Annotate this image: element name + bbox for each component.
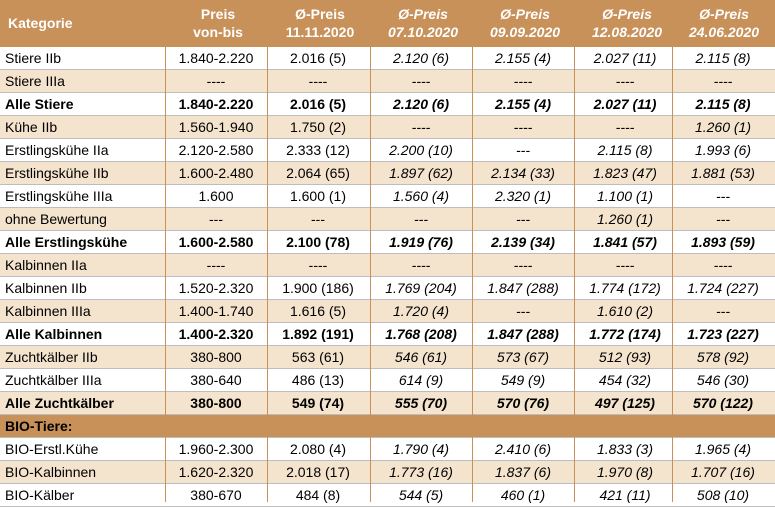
- avg-price-2020-10-07-cell: 1.773 (16): [389, 464, 453, 480]
- avg-price-2020-08-12-cell: 1.774 (172): [589, 280, 661, 296]
- avg-price-2020-08-12-cell: 421 (11): [599, 487, 651, 503]
- category-cell: BIO-Tiere:: [5, 418, 73, 434]
- avg-price-2020-09-09-cell: ---: [516, 303, 530, 319]
- price-range-cell: 380-800: [190, 349, 242, 365]
- avg-price-2020-06-24-cell: 1.893 (59): [691, 234, 755, 250]
- avg-price-2020-08-12-cell: ----: [615, 257, 635, 273]
- avg-price-2020-10-07-cell: 1.769 (204): [385, 280, 457, 296]
- category-cell: Kalbinnen IIa: [5, 257, 87, 273]
- avg-price-2020-10-07-cell: 614 (9): [398, 372, 444, 388]
- avg-price-2020-11-11-cell: 2.100 (78): [286, 234, 350, 250]
- column-divider: [370, 47, 371, 502]
- avg-price-2020-06-24-cell: 508 (10): [696, 487, 750, 503]
- avg-price-2020-06-24-cell: 1.723 (227): [687, 326, 759, 342]
- avg-price-2020-09-09-cell: [472, 415, 574, 437]
- category-cell: BIO-Erstl.Kühe: [5, 441, 99, 457]
- summary-row: [0, 392, 775, 415]
- header-kategorie: Kategorie: [8, 15, 73, 31]
- header-line: [375, 23, 471, 41]
- avg-price-2020-06-24-cell: 1.707 (16): [691, 464, 755, 480]
- avg-price-2020-06-24-cell: 546 (30): [696, 372, 750, 388]
- avg-price-2020-11-11-cell: 2.064 (65): [286, 165, 350, 181]
- header-line: Preis: [200, 6, 236, 22]
- category-cell: Stiere IIb: [5, 50, 62, 66]
- avg-price-2020-09-09-cell: 573 (67): [496, 349, 550, 365]
- header-avg-price-2020-10-07: [375, 5, 471, 41]
- category-cell: Kühe IIb: [5, 119, 58, 135]
- avg-price-2020-09-09-cell: 549 (9): [500, 372, 546, 388]
- table-row: [0, 208, 775, 231]
- avg-price-2020-08-12-cell: 497 (125): [595, 395, 655, 411]
- avg-price-2020-06-24-cell: ----: [713, 73, 733, 89]
- price-range-cell: 1.600: [198, 188, 234, 204]
- avg-price-2020-09-09-cell: 1.847 (288): [487, 280, 559, 296]
- price-range-cell: 1.600-2.480: [178, 165, 254, 181]
- price-range-cell: 1.560-1.940: [178, 119, 254, 135]
- avg-price-2020-08-12-cell: 1.100 (1): [596, 188, 654, 204]
- avg-price-2020-08-12-cell: 1.833 (3): [596, 441, 654, 457]
- table-row: [0, 346, 775, 369]
- column-divider: [472, 47, 473, 502]
- price-range-cell: 1.840-2.220: [178, 50, 254, 66]
- avg-price-2020-06-24-cell: 1.965 (4): [694, 441, 752, 457]
- avg-price-2020-08-12-cell: 2.027 (11): [593, 50, 657, 66]
- table-row: [0, 438, 775, 461]
- avg-price-2020-11-11-cell: 549 (74): [291, 395, 345, 411]
- category-cell: Alle Kalbinnen: [5, 326, 103, 342]
- avg-price-2020-10-07-cell: 1.897 (62): [389, 165, 453, 181]
- avg-price-2020-06-24-cell: 1.881 (53): [691, 165, 755, 181]
- avg-price-2020-08-12-cell: ----: [615, 73, 635, 89]
- table-row: [0, 162, 775, 185]
- table-row: [0, 47, 775, 70]
- table-row: [0, 300, 775, 323]
- category-cell: Stiere IIIa: [5, 73, 65, 89]
- price-range-cell: 1.840-2.220: [178, 96, 254, 112]
- price-range-cell: ---: [209, 211, 223, 227]
- category-cell: Alle Zuchtkälber: [5, 395, 114, 411]
- avg-price-2020-09-09-cell: 460 (1): [500, 487, 546, 503]
- avg-price-2020-10-07-cell: 544 (5): [398, 487, 444, 503]
- avg-price-2020-11-11-cell: 1.600 (1): [289, 188, 347, 204]
- table-row: [0, 254, 775, 277]
- avg-price-2020-09-09-cell: ---: [516, 142, 530, 158]
- avg-price-2020-08-12-cell: 1.610 (2): [596, 303, 654, 319]
- header-line: [676, 5, 772, 23]
- avg-price-2020-10-07-cell: ----: [411, 119, 431, 135]
- avg-price-2020-10-07-cell: 2.120 (6): [392, 50, 450, 66]
- avg-price-2020-10-07-cell: 1.768 (208): [385, 326, 457, 342]
- avg-price-2020-10-07-cell: 2.200 (10): [389, 142, 453, 158]
- category-cell: Erstlingskühe IIb: [5, 165, 109, 181]
- avg-price-2020-09-09-cell: 2.155 (4): [494, 96, 552, 112]
- avg-price-2020-08-12-cell: [574, 415, 676, 437]
- avg-price-2020-11-11-cell: 2.016 (5): [289, 96, 347, 112]
- avg-price-2020-09-09-cell: ----: [513, 257, 533, 273]
- avg-price-2020-11-11-cell: 2.016 (5): [289, 50, 347, 66]
- avg-price-2020-10-07-cell: 2.120 (6): [392, 96, 450, 112]
- price-range-cell: 1.960-2.300: [178, 441, 254, 457]
- category-cell: Alle Stiere: [5, 96, 74, 112]
- category-cell: Erstlingskühe IIa: [5, 142, 109, 158]
- column-divider: [672, 47, 673, 502]
- header-line: 11.11.2020: [285, 24, 355, 40]
- header-avg-price-2020-06-24: [676, 5, 772, 41]
- category-cell: Kalbinnen IIIa: [5, 303, 91, 319]
- table-row: [0, 484, 775, 507]
- avg-price-2020-09-09-cell: 2.139 (34): [491, 234, 555, 250]
- avg-price-2020-06-24-cell: 2.115 (8): [695, 50, 751, 66]
- avg-price-2020-08-12-cell: 1.772 (174): [589, 326, 661, 342]
- header-line-text: Ø-Preis: [398, 6, 448, 22]
- header-avg-price-2020-09-09: [477, 5, 573, 41]
- avg-price-2020-09-09-cell: 570 (76): [496, 395, 550, 411]
- header-line: [676, 23, 772, 41]
- avg-price-2020-06-24-cell: 2.115 (8): [695, 96, 751, 112]
- header-line: von-bis: [193, 24, 243, 40]
- avg-price-2020-10-07-cell: 1.560 (4): [392, 188, 450, 204]
- avg-price-2020-11-11-cell: 1.750 (2): [289, 119, 347, 135]
- table-row: [0, 461, 775, 484]
- header-line-text: 24.06.2020: [688, 24, 760, 40]
- avg-price-2020-09-09-cell: 2.155 (4): [494, 50, 552, 66]
- category-cell: BIO-Kälber: [5, 487, 75, 503]
- avg-price-2020-06-24-cell: 570 (122): [693, 395, 753, 411]
- avg-price-2020-10-07-cell: 1.919 (76): [389, 234, 453, 250]
- header-avg-price-2020-11-11: [272, 5, 368, 41]
- category-cell: ohne Bewertung: [5, 211, 107, 227]
- avg-price-2020-06-24-cell: ----: [713, 257, 733, 273]
- avg-price-2020-10-07-cell: 1.720 (4): [392, 303, 450, 319]
- avg-price-2020-11-11-cell: ----: [308, 257, 328, 273]
- summary-row: [0, 323, 775, 346]
- price-range-cell: 1.520-2.320: [178, 280, 254, 296]
- avg-price-2020-09-09-cell: ----: [513, 73, 533, 89]
- summary-row: [0, 231, 775, 254]
- price-range-cell: ----: [206, 73, 226, 89]
- avg-price-2020-09-09-cell: 2.320 (1): [494, 188, 552, 204]
- avg-price-2020-08-12-cell: 1.823 (47): [593, 165, 657, 181]
- avg-price-2020-10-07-cell: 1.790 (4): [392, 441, 450, 457]
- avg-price-2020-08-12-cell: ----: [615, 119, 635, 135]
- price-range-cell: 380-670: [190, 487, 242, 503]
- section-row: [0, 415, 775, 438]
- column-divider: [574, 47, 575, 502]
- avg-price-2020-08-12-cell: 2.027 (11): [593, 96, 657, 112]
- header-line: [477, 23, 573, 41]
- avg-price-2020-06-24-cell: 1.993 (6): [694, 142, 752, 158]
- avg-price-2020-06-24-cell: 1.260 (1): [694, 119, 752, 135]
- table-row: [0, 116, 775, 139]
- header-preis-von-bis: [170, 5, 266, 41]
- avg-price-2020-11-11-cell: ---: [311, 211, 325, 227]
- avg-price-2020-08-12-cell: 1.970 (8): [596, 464, 654, 480]
- avg-price-2020-11-11-cell: 486 (13): [291, 372, 345, 388]
- header-line-text: Ø-Preis: [699, 6, 749, 22]
- category-cell: Zuchtkälber IIIa: [5, 372, 102, 388]
- avg-price-2020-06-24-cell: 1.724 (227): [687, 280, 759, 296]
- header-line-text: Ø-Preis: [602, 6, 652, 22]
- avg-price-2020-10-07-cell: 555 (70): [394, 395, 448, 411]
- category-cell: Alle Erstlingskühe: [5, 234, 128, 250]
- table-row: [0, 369, 775, 392]
- avg-price-2020-09-09-cell: 2.134 (33): [491, 165, 555, 181]
- table-row: [0, 70, 775, 93]
- avg-price-2020-06-24-cell: ---: [716, 211, 730, 227]
- column-divider: [165, 47, 166, 502]
- header-line-text: 12.08.2020: [591, 24, 663, 40]
- table-header: [0, 0, 775, 47]
- avg-price-2020-06-24-cell: ---: [716, 188, 730, 204]
- table-row: [0, 185, 775, 208]
- category-cell: Zuchtkälber IIb: [5, 349, 98, 365]
- avg-price-2020-10-07-cell: ----: [411, 257, 431, 273]
- header-line-text: Ø-Preis: [500, 6, 550, 22]
- avg-price-2020-11-11-cell: 1.892 (191): [282, 326, 354, 342]
- avg-price-2020-10-07-cell: ----: [411, 73, 431, 89]
- price-range-cell: ----: [206, 257, 226, 273]
- avg-price-2020-11-11-cell: 563 (61): [291, 349, 345, 365]
- price-range-cell: 1.400-2.320: [178, 326, 254, 342]
- avg-price-2020-11-11-cell: 1.900 (186): [282, 280, 354, 296]
- avg-price-2020-11-11-cell: 2.333 (12): [286, 142, 350, 158]
- price-range-cell: 1.400-1.740: [178, 303, 254, 319]
- header-line-text: 07.10.2020: [387, 24, 459, 40]
- price-range-cell: 380-800: [190, 395, 242, 411]
- avg-price-2020-08-12-cell: 454 (32): [598, 372, 652, 388]
- price-range-cell: 1.600-2.580: [178, 234, 254, 250]
- header-avg-price-2020-08-12: [579, 5, 675, 41]
- avg-price-2020-08-12-cell: 1.841 (57): [593, 234, 657, 250]
- avg-price-2020-09-09-cell: 2.410 (6): [494, 441, 552, 457]
- header-line-text: 09.09.2020: [489, 24, 561, 40]
- header-line: [579, 23, 675, 41]
- avg-price-2020-06-24-cell: [671, 415, 775, 437]
- header-line: Ø-Preis: [295, 6, 345, 22]
- summary-row: [0, 93, 775, 116]
- category-cell: BIO-Kalbinnen: [5, 464, 97, 480]
- avg-price-2020-10-07-cell: [370, 415, 472, 437]
- avg-price-2020-08-12-cell: 512 (93): [598, 349, 652, 365]
- table-row: [0, 277, 775, 300]
- avg-price-2020-11-11-cell: ----: [308, 73, 328, 89]
- avg-price-2020-06-24-cell: 578 (92): [696, 349, 750, 365]
- header-line: [477, 5, 573, 23]
- avg-price-2020-11-11-cell: [267, 415, 369, 437]
- avg-price-2020-10-07-cell: ---: [414, 211, 428, 227]
- avg-price-2020-11-11-cell: 1.616 (5): [289, 303, 347, 319]
- avg-price-2020-09-09-cell: ----: [513, 119, 533, 135]
- header-line: [375, 5, 471, 23]
- avg-price-2020-10-07-cell: 546 (61): [394, 349, 448, 365]
- category-cell: Kalbinnen IIb: [5, 280, 87, 296]
- table-row: [0, 139, 775, 162]
- price-range-cell: 380-640: [190, 372, 242, 388]
- avg-price-2020-11-11-cell: 2.080 (4): [289, 441, 347, 457]
- avg-price-2020-09-09-cell: ---: [516, 211, 530, 227]
- price-range-cell: 2.120-2.580: [178, 142, 254, 158]
- avg-price-2020-09-09-cell: 1.837 (6): [494, 464, 552, 480]
- avg-price-2020-11-11-cell: 2.018 (17): [286, 464, 350, 480]
- avg-price-2020-08-12-cell: 2.115 (8): [597, 142, 653, 158]
- category-cell: Erstlingskühe IIIa: [5, 188, 113, 204]
- avg-price-2020-08-12-cell: 1.260 (1): [596, 211, 654, 227]
- avg-price-2020-09-09-cell: 1.847 (288): [487, 326, 559, 342]
- column-divider: [267, 47, 268, 502]
- price-range-cell: [165, 415, 267, 437]
- price-range-cell: 1.620-2.320: [178, 464, 254, 480]
- avg-price-2020-11-11-cell: 484 (8): [295, 487, 341, 503]
- header-line: [579, 5, 675, 23]
- avg-price-2020-06-24-cell: ---: [716, 303, 730, 319]
